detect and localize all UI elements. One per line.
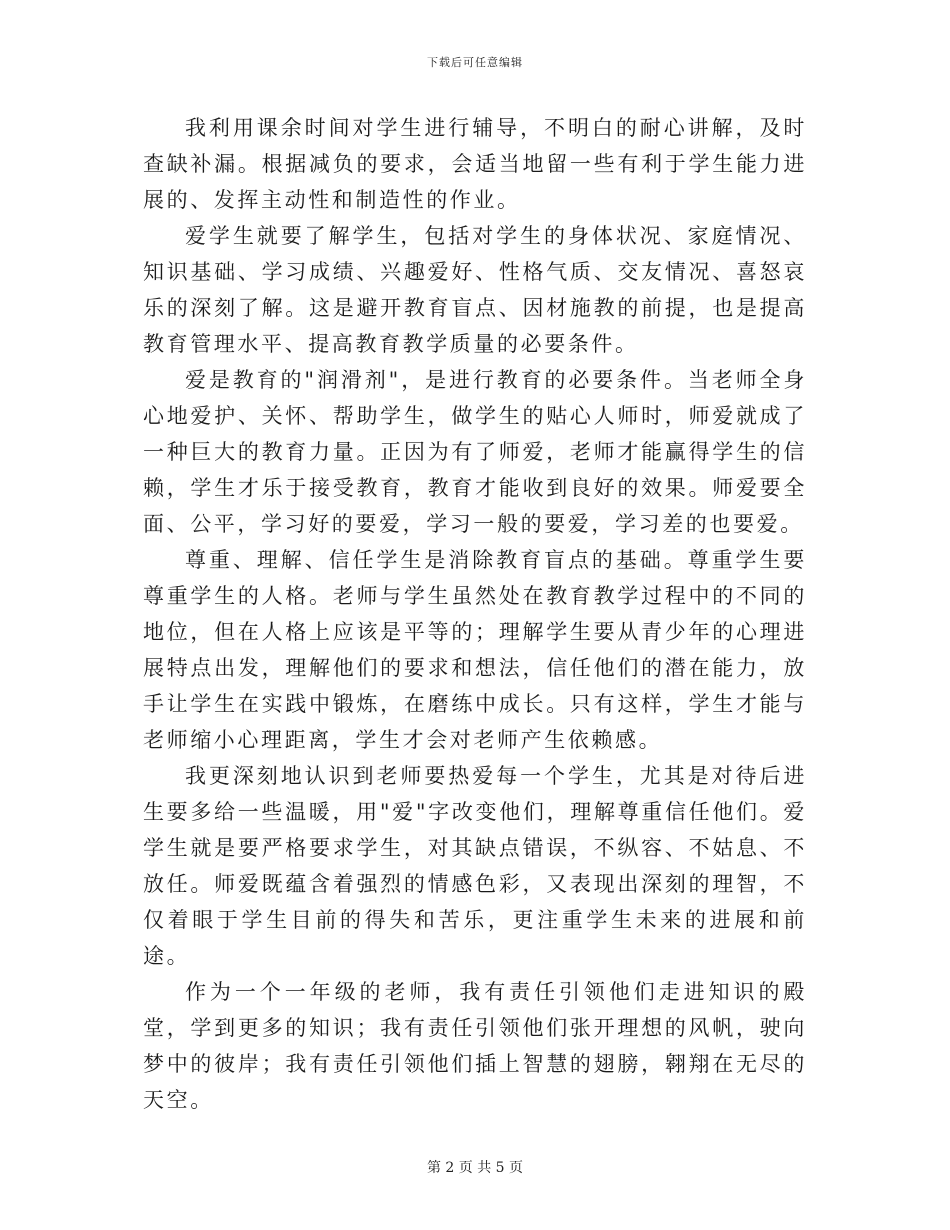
document-body [143,110,807,1118]
paragraph: 我利用课余时间对学生进行辅导，不明白的耐心讲解，及时查缺补漏。根据减负的要求，会适当地留一些有利于学生能力进展的、发挥主动性和制造性的作业。 [143,116,807,212]
paragraph: 尊重、理解、信任学生是消除教育盲点的基础。尊重学生要尊重学生的人格。老师与学生虽然处在教育教学过程中的不同的地位，但在人格上应该是平等的；理解学生要从青少年的心理进展特点出发，理解他们的要求和想法，信任他们的潜在能力，放手让学生在实践中锻炼，在磨练中成长。只有这样，学生才能与老师缩小心理距离，学生才会对老师产生依赖感。 [143,548,807,752]
paragraph: 作为一个一年级的老师，我有责任引领他们走进知识的殿堂，学到更多的知识；我有责任引领他们张开理想的风帆，驶向梦中的彼岸；我有责任引领他们插上智慧的翅膀，翱翔在无尽的天空。 [143,980,807,1112]
paragraph: 我更深刻地认识到老师要热爱每一个学生，尤其是对待后进生要多给一些温暖，用"爱"字改变他们，理解尊重信任他们。爱学生就是要严格要求学生，对其缺点错误，不纵容、不姑息、不放任。师爱既蕴含着强烈的情感色彩，又表现出深刻的理智，不仅着眼于学生目前的得失和苦乐，更注重学生未来的进展和前途。 [143,764,807,968]
page-number-footer: 第 2 页 共 5 页 [426,1160,524,1176]
paragraph: 爱是教育的"润滑剂"，是进行教育的必要条件。当老师全身心地爱护、关怀、帮助学生，做学生的贴心人师时，师爱就成了一种巨大的教育力量。正因为有了师爱，老师才能赢得学生的信赖，学生才乐于接受教育，教育才能收到良好的效果。师爱要全面、公平，学习好的要爱，学习一般的要爱，学习差的也要爱。 [143,368,807,536]
page-header: 下载后可任意编辑 [427,56,523,69]
paragraph: 爱学生就要了解学生，包括对学生的身体状况、家庭情况、知识基础、学习成绩、兴趣爱好、性格气质、交友情况、喜怒哀乐的深刻了解。这是避开教育盲点、因材施教的前提，也是提高教育管理水平、提高教育教学质量的必要条件。 [143,224,807,356]
